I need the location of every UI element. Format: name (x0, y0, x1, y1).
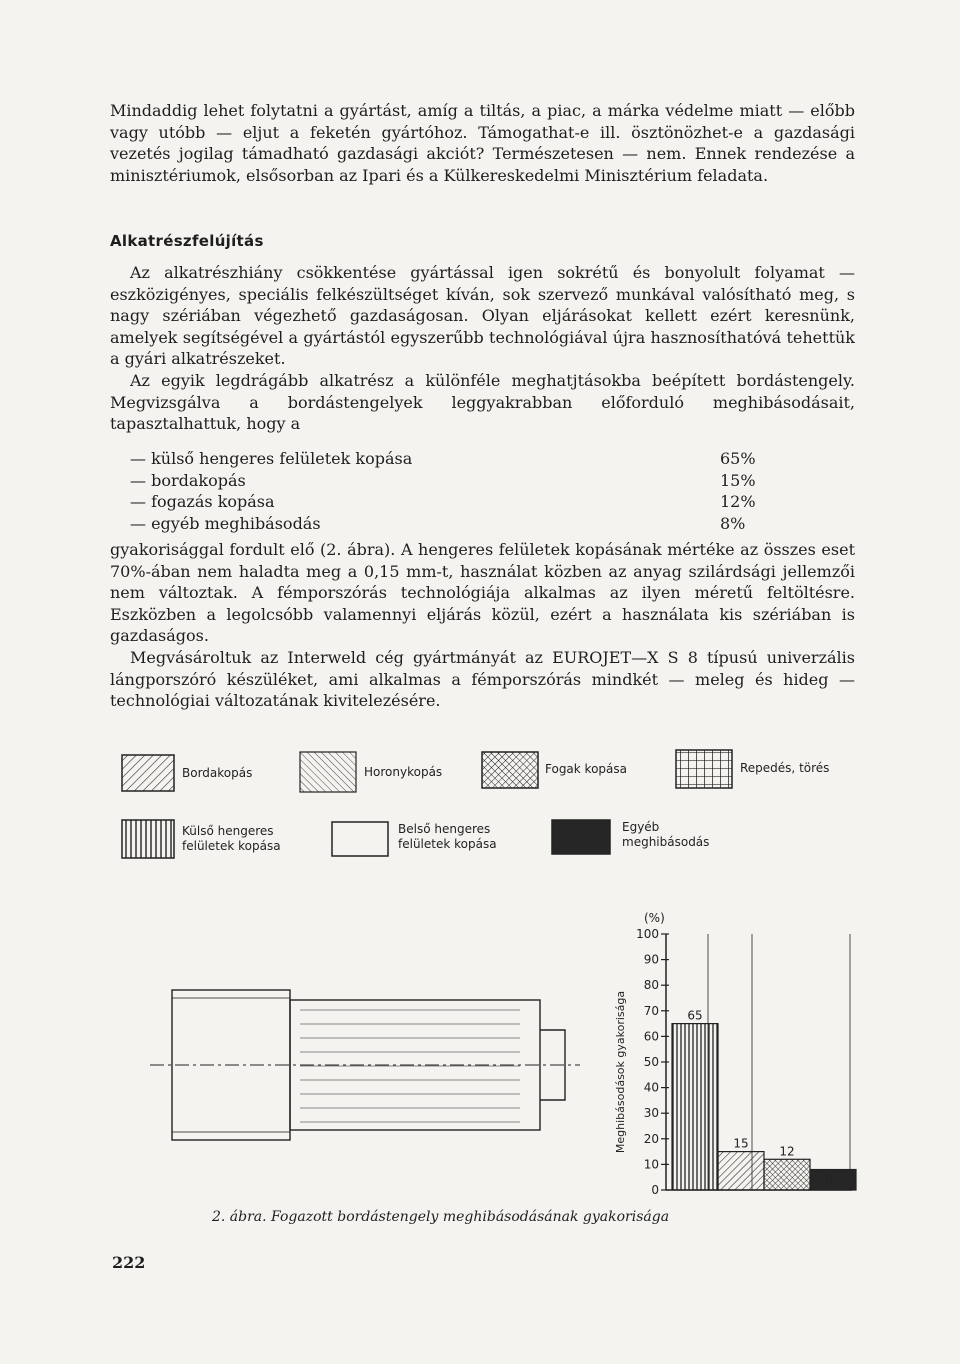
figure-caption: 2. ábra. Fogazott bordástengely meghibásodásának gyakorisága (212, 1209, 670, 1225)
y-tick-label: 0 (651, 1183, 659, 1197)
legend-label-line: felületek kopása (182, 839, 281, 853)
legend-label-egyeb (622, 820, 709, 850)
section-heading: Alkatrészfelújítás (110, 232, 264, 250)
y-tick-label: 70 (643, 1003, 659, 1018)
paragraph: Az egyik legdrágább alkatrész a különféle meghatjtásokba beépített bordástengely. Megvizsgálva a bordástengelyek leggyakrabban előforduló meghibásodásait, tapasztalhattuk, hogy a (110, 370, 855, 434)
y-tick-label: 30 (643, 1106, 659, 1121)
legend-label-line: Külső hengeres (182, 824, 274, 838)
legend-swatch-kulso (122, 820, 174, 858)
bar-value-label: 12 (779, 1144, 795, 1159)
legend-swatch-bordakopas (122, 755, 174, 791)
bar-value-label: 65 (687, 1008, 703, 1023)
y-tick-label: 10 (643, 1157, 659, 1172)
legend-swatch-fogak-kopasa (482, 752, 538, 788)
legend-label-belso (398, 822, 497, 852)
legend-label-repedes: Repedés, törés (740, 761, 830, 775)
legend-label-line: felületek kopása (398, 837, 497, 851)
list-item-label: — fogazás kopása (130, 492, 275, 512)
list-item-value: 15% (720, 470, 756, 490)
list-item-value: 12% (720, 492, 756, 512)
bar (764, 1159, 810, 1190)
bar-value-label: 15 (733, 1136, 749, 1151)
paragraph: Mindaddig lehet folytatni a gyártást, amíg a tiltás, a piac, a márka védelme miatt — előbb vagy utóbb — eljut a feketén gyártóhoz. Támogathat-e ill. ösztönözhet-e a gazdasági vezetés jogilag támadható gazdasági akciót? Természetesen — nem. Ennek rendezése a minisztériumok, elsősorban az Ipari és a Külkereskedelmi Minisztérium feladata. (110, 101, 855, 185)
paragraph: Az alkatrészhiány csökkentése gyártással igen sokrétű és bonyolult folyamat — eszközigényes, speciális felkészültséget kíván, sok szervező munkával valósítható meg, s nagy szériában végezhető gazdaságosan. Olyan eljárásokat kellett ezért keresnünk, amelyek segítségével a gyártástól egyszerűbb technológiával újra hasznosíthatóvá tehettük a gyári alkatrészeket. (110, 263, 855, 369)
bar (718, 1152, 764, 1190)
y-axis-title: Meghibásodások gyakorisága (614, 990, 627, 1154)
shaft-drawing (150, 990, 580, 1140)
bar-value-label: 8 (825, 1172, 833, 1187)
list-item-value: 8% (720, 513, 746, 533)
legend-label-line: meghibásodás (622, 835, 710, 849)
legend-label-kulso (182, 824, 281, 854)
y-tick-label: 90 (643, 952, 659, 967)
y-tick-label: 50 (643, 1055, 659, 1069)
list-item-label: — bordakopás (130, 470, 246, 490)
legend-swatch-belso (332, 822, 388, 856)
paragraph: Megvásároltuk az Interweld cég gyártmányát az EUROJET—X S 8 típusú univerzális lángporszóró készüléket, ami alkalmas a fémporszórás mindkét — meleg és hideg — technológiai változatának kivitelezésére. (110, 647, 855, 711)
y-tick-label: 40 (643, 1080, 659, 1095)
legend-label-line: Belső hengeres (398, 822, 491, 836)
list-item-value: 65% (720, 449, 756, 468)
bar (672, 1024, 718, 1190)
paragraph: gyakorisággal fordult elő (2. ábra). A hengeres felületek kopásának mértéke az összes eset 70%-ában nem haladta meg a 0,15 mm-t, használat közben az anyag szilárdsági jellemzői nem változtak. A fémporszórás technológiája alkalmas az ilyen méretű feltöltésre. Eszközben a legolcsóbb valamennyi eljárás közül, ezért a használata kis szériában is gazdaságos. (110, 540, 855, 646)
y-tick-label: 100 (636, 927, 659, 941)
y-tick-label: 80 (643, 978, 659, 993)
legend-label-line: Egyéb (622, 820, 660, 834)
bar-chart (600, 900, 860, 1200)
legend-swatch-repedes (676, 750, 732, 788)
legend-label-fogak-kopasa: Fogak kopása (545, 762, 627, 776)
legend-label-horonykopas: Horonykopás (364, 765, 443, 779)
legend-swatch-horonykopas (300, 752, 356, 792)
list-item-label: — egyéb meghibásodás (130, 513, 321, 533)
bar (810, 1170, 856, 1190)
legend-label-bordakopas: Bordakopás (182, 766, 253, 780)
legend-swatch-egyeb (552, 820, 610, 854)
page-number: 222 (112, 1253, 146, 1272)
y-tick-label: 20 (643, 1131, 659, 1146)
unit-label: (%) (644, 911, 665, 925)
list-item-label: — külső hengeres felületek kopása (130, 449, 413, 468)
y-tick-label: 60 (643, 1029, 659, 1044)
